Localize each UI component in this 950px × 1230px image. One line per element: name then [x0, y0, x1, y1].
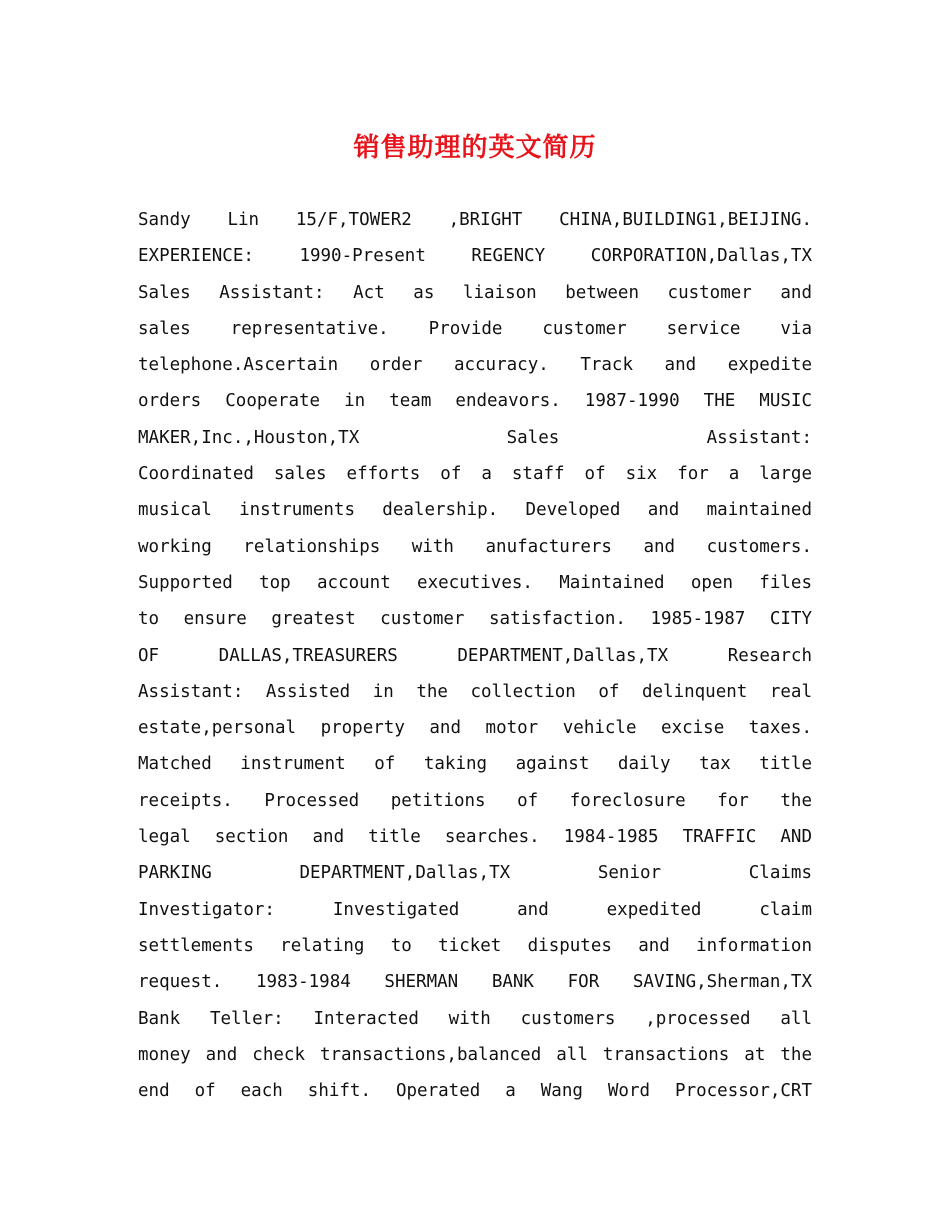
body-line: sales representative. Provide customer service via	[138, 318, 812, 339]
body-line: to ensure greatest customer satisfaction. 1985-1987 CITY	[138, 609, 812, 630]
body-line: Assistant: Assisted in the collection of delinquent real	[138, 681, 812, 702]
body-line: Coordinated sales efforts of a staff of six for a large	[138, 464, 812, 485]
body-line: MAKER,Inc.,Houston,TX Sales Assistant:	[138, 427, 812, 448]
body-line: end of each shift. Operated a Wang Word Processor,CRT	[138, 1081, 812, 1102]
resume-body	[138, 202, 812, 1109]
body-line: musical instruments dealership. Developed and maintained	[138, 500, 812, 521]
body-line: OF DALLAS,TREASURERS DEPARTMENT,Dallas,TX Research	[138, 645, 812, 666]
body-line: Sales Assistant: Act as liaison between customer and	[138, 282, 812, 303]
body-line: PARKING DEPARTMENT,Dallas,TX Senior Claims	[138, 863, 812, 884]
body-line: Supported top account executives. Maintained open files	[138, 572, 812, 593]
body-line: receipts. Processed petitions of foreclosure for the	[138, 790, 812, 811]
body-line: Investigator: Investigated and expedited claim	[138, 899, 812, 920]
body-line: telephone.Ascertain order accuracy. Track and expedite	[138, 355, 812, 376]
body-line: EXPERIENCE: 1990-Present REGENCY CORPORATION,Dallas,TX	[138, 246, 812, 267]
body-line: working relationships with anufacturers and customers.	[138, 536, 812, 557]
body-line: legal section and title searches. 1984-1985 TRAFFIC AND	[138, 827, 812, 848]
body-line: money and check transactions,balanced all transactions at the	[138, 1044, 812, 1065]
body-line: Matched instrument of taking against daily tax title	[138, 754, 812, 775]
body-line: estate,personal property and motor vehicle excise taxes.	[138, 718, 812, 739]
body-line: Sandy Lin 15/F,TOWER2 ,BRIGHT CHINA,BUILDING1,BEIJING.	[138, 210, 812, 230]
body-line: Bank Teller: Interacted with customers ,processed all	[138, 1008, 812, 1029]
document-title: 销售助理的英文简历	[353, 133, 597, 163]
body-line: orders Cooperate in team endeavors. 1987-1990 THE MUSIC	[138, 391, 812, 412]
body-line: request. 1983-1984 SHERMAN BANK FOR SAVING,Sherman,TX	[138, 972, 812, 993]
body-line: settlements relating to ticket disputes and information	[138, 935, 812, 956]
